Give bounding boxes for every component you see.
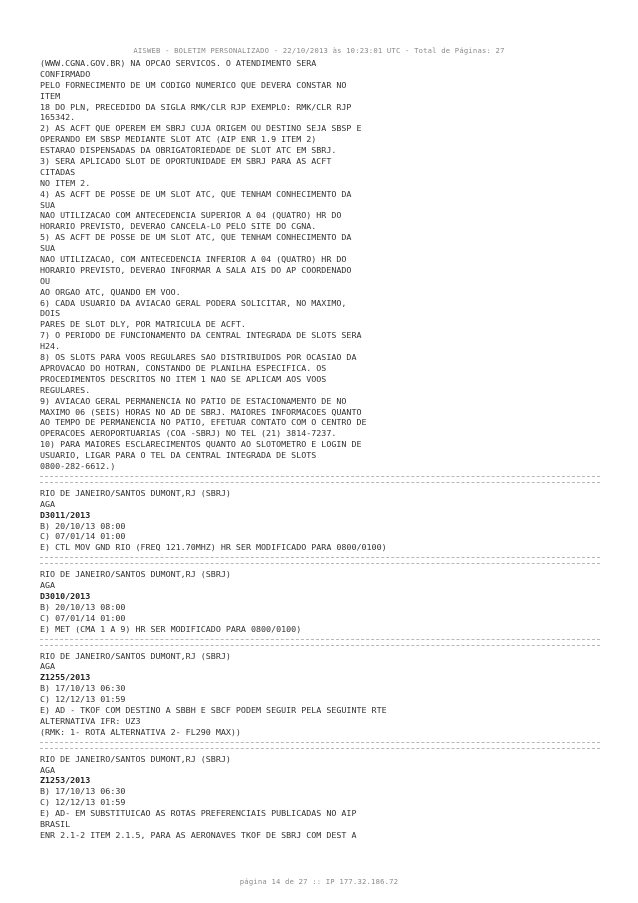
notam-location: RIO DE JANEIRO/SANTOS DUMONT,RJ (SBRJ)	[40, 569, 231, 580]
intro-text-line: REGULARES.	[40, 384, 91, 395]
notam-type: AGA	[40, 764, 56, 775]
intro-text-line: USUARIO, LIGAR PARA O TEL DA CENTRAL INTEGRADA DE SLOTS	[40, 450, 317, 461]
page-footer: página 14 de 27 :: IP 177.32.186.72	[239, 877, 399, 886]
intro-text-line: SUA	[40, 243, 56, 254]
notam-id: Z1255/2013	[40, 672, 91, 683]
notam-type: AGA	[40, 661, 56, 672]
intro-text-line: 2) AS ACFT QUE OPEREM EM SBRJ CUJA ORIGEM OU DESTINO SEJA SBSP E	[40, 123, 362, 134]
notam-text-line: E) CTL MOV GND RIO (FREQ 121.70MHZ) HR SER MODIFICADO PARA 0800/0100)	[40, 542, 387, 553]
notam-type: AGA	[40, 498, 56, 509]
notam-text-line: BRASIL	[40, 819, 71, 829]
notam-type: AGA	[40, 580, 56, 591]
intro-text-line: 3) SERA APLICADO SLOT DE OPORTUNIDADE EM SBRJ PARA AS ACFT	[40, 156, 332, 167]
intro-text-line: ESTARAO DISPENSADAS DA OBRIGATORIEDADE DE SLOT ATC EM SBRJ.	[40, 145, 337, 156]
intro-text-line: MAXIMO 06 (SEIS) HORAS NO AD DE SBRJ. MAIORES INFORMACOES QUANTO	[40, 406, 362, 417]
notam-text-line: (RMK: 1- ROTA ALTERNATIVA 2- FL290 MAX))	[40, 726, 241, 737]
notam-start: B) 17/10/13 06:30	[40, 786, 126, 797]
notam-location: RIO DE JANEIRO/SANTOS DUMONT,RJ (SBRJ)	[40, 487, 231, 498]
notam-start: B) 20/10/13 08:00	[40, 601, 126, 612]
notam-text-line: ENR 2.1-2 ITEM 2.1.5, PARA AS AERONAVES TKOF DE SBRJ COM DEST A	[40, 829, 357, 840]
notam-start: B) 17/10/13 06:30	[40, 683, 126, 694]
intro-text-line: 8) OS SLOTS PARA VOOS REGULARES SAO DISTRIBUIDOS POR OCASIAO DA	[40, 352, 357, 363]
intro-text-line: PELO FORNECIMENTO DE UM CODIGO NUMERICO QUE DEVERA CONSTAR NO	[40, 79, 347, 90]
notam-separator	[40, 476, 600, 483]
notam-separator	[40, 639, 600, 646]
intro-text-line: NO ITEM 2.	[40, 177, 91, 188]
intro-text-line: 165342.	[40, 112, 76, 123]
notam-text-line: E) AD- EM SUBSTITUICAO AS ROTAS PREFERENCIAIS PUBLICADAS NO AIP	[40, 808, 357, 819]
notam-id: D3011/2013	[40, 509, 91, 520]
intro-text-line: 18 DO PLN, PRECEDIDO DA SIGLA RMK/CLR RJP EXEMPLO: RMK/CLR RJP	[40, 101, 352, 112]
intro-text-line: 0800-282-6612.)	[40, 460, 116, 471]
intro-text-line: APROVACAO DO HOTRAN, CONSTANDO DE PLANILHA ESPECIFICA. OS	[40, 362, 327, 373]
notam-text-line: E) AD - TKOF COM DESTINO A SBBH E SBCF PODEM SEGUIR PELA SEGUINTE RTE	[40, 704, 387, 715]
intro-text-line: ITEM	[40, 90, 61, 101]
intro-text-line: HORARIO PREVISTO, DEVERAO INFORMAR A SALA AIS DO AP COORDENADO	[40, 264, 352, 275]
notam-id: Z1253/2013	[40, 775, 91, 786]
notam-end: C) 12/12/13 01:59	[40, 797, 126, 808]
intro-text-line: 10) PARA MAIORES ESCLARECIMENTOS QUANTO AO SLOTOMETRO E LOGIN DE	[40, 439, 362, 450]
intro-text-line: DOIS	[40, 308, 61, 319]
notam-separator	[40, 557, 600, 564]
intro-text-line: NAO UTILIZACAO, COM ANTECEDENCIA INFERIOR A 04 (QUATRO) HR DO	[40, 254, 347, 265]
notam-location: RIO DE JANEIRO/SANTOS DUMONT,RJ (SBRJ)	[40, 650, 231, 661]
notam-end: C) 12/12/13 01:59	[40, 694, 126, 705]
intro-text-line: PROCEDIMENTOS DESCRITOS NO ITEM 1 NAO SE APLICAM AOS VOOS	[40, 373, 327, 384]
intro-text-line: CITADAS	[40, 166, 76, 177]
notam-location: RIO DE JANEIRO/SANTOS DUMONT,RJ (SBRJ)	[40, 753, 231, 764]
intro-text-line: SUA	[40, 199, 56, 210]
intro-text-line: OPERANDO EM SBSP MEDIANTE SLOT ATC (AIP ENR 1.9 ITEM 2)	[40, 134, 317, 145]
notam-separator	[40, 742, 600, 749]
intro-text-line: OPERACOES AEROPORTUARIAS (COA -SBRJ) NO TEL (21) 3814-7237.	[40, 428, 337, 439]
intro-text-line: 5) AS ACFT DE POSSE DE UM SLOT ATC, QUE TENHAM CONHECIMENTO DA	[40, 232, 352, 243]
notam-id: D3010/2013	[40, 590, 91, 601]
intro-text-line: 4) AS ACFT DE POSSE DE UM SLOT ATC, QUE TENHAM CONHECIMENTO DA	[40, 188, 352, 199]
intro-text-line: NAO UTILIZACAO COM ANTECEDENCIA SUPERIOR A 04 (QUATRO) HR DO	[40, 210, 342, 221]
intro-text-line: AO TEMPO DE PERMANENCIA NO PATIO, EFETUAR CONTATO COM O CENTRO DE	[40, 417, 367, 428]
notam-text-line: ALTERNATIVA IFR: UZ3	[40, 715, 141, 726]
intro-text-line: AO ORGAO ATC, QUANDO EM VOO.	[40, 286, 181, 297]
notam-end: C) 07/01/14 01:00	[40, 612, 126, 623]
intro-text-line: PARES DE SLOT DLY, POR MATRICULA DE ACFT.	[40, 319, 246, 330]
intro-text-line: OU	[40, 275, 51, 286]
intro-text-line: HORARIO PREVISTO, DEVERAO CANCELA-LO PELO SITE DO CGNA.	[40, 221, 317, 232]
intro-text-line: 9) AVIACAO GERAL PERMANENCIA NO PATIO DE ESTACIONAMENTO DE NO	[40, 395, 347, 406]
intro-text-line: CONFIRMADO	[40, 68, 91, 79]
intro-text-line: (WWW.CGNA.GOV.BR) NA OPCAO SERVICOS. O ATENDIMENTO SERA	[40, 58, 317, 68]
intro-text-line: 6) CADA USUARIO DA AVIACAO GERAL PODERA SOLICITAR, NO MAXIMO,	[40, 297, 347, 308]
bulletin-content	[40, 58, 600, 841]
notam-text-line: E) MET (CMA 1 A 9) HR SER MODIFICADO PARA 0800/0100)	[40, 623, 302, 634]
page-header: AISWEB - BOLETIM PERSONALIZADO - 22/10/2013 às 10:23:01 UTC - Total de Páginas: 27	[133, 46, 505, 55]
notam-end: C) 07/01/14 01:00	[40, 531, 126, 542]
intro-text-line: 7) O PERIODO DE FUNCIONAMENTO DA CENTRAL INTEGRADA DE SLOTS SERA	[40, 330, 362, 341]
notam-start: B) 20/10/13 08:00	[40, 520, 126, 531]
intro-text-line: H24.	[40, 341, 61, 352]
